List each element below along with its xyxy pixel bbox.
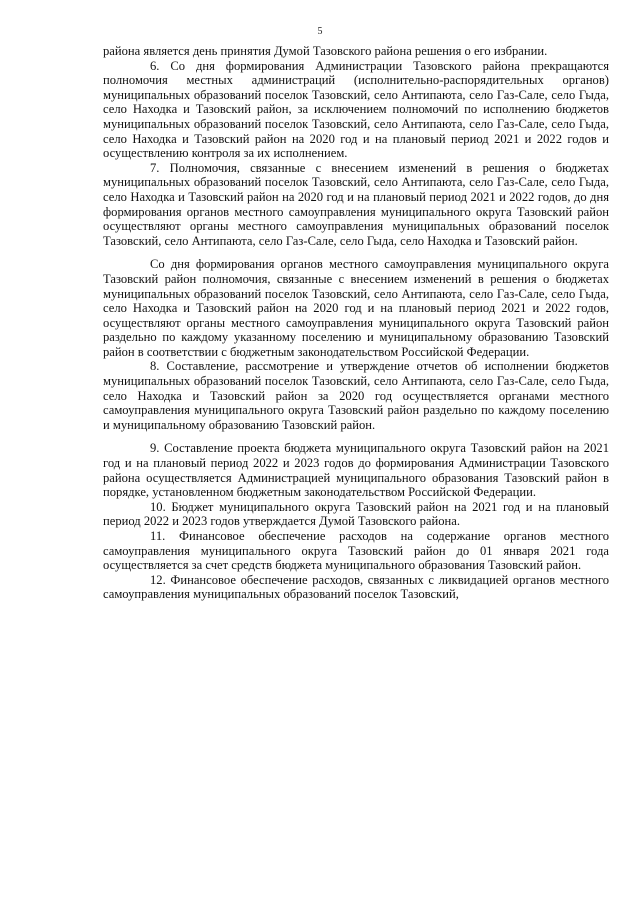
paragraph-10: 10. Бюджет муниципального округа Тазовский район на 2021 год и на плановый период 2022 и 2023 годов утверждается Думой Тазовского района. [103,499,609,529]
paragraph-7-continued: Со дня формирования органов местного самоуправления муниципального округа Тазовский район полномочия, связанные с внесением изменений в решения о бюджетах муниципальных образований поселок Тазовский, село Антипаюта, село Газ-Сале, село Гыда, село Находка и Тазовский район на 2020 год и на плановый период 2021 и 2022 годов, осуществляют органы местного самоуправления муниципального округа Тазовский район раздельно по каждому указанному поселению и муниципальному образованию Тазовский район в соответствии с бюджетным законодательством Российской Федерации. [103,257,609,359]
page-number: 5 [317,26,323,37]
paragraph-9: 9. Составление проекта бюджета муниципального округа Тазовский район на 2021 год и на плановый период 2022 и 2023 годов до формирования Администрации Тазовского района осуществляется Администрацией муниципального образования Тазовский район в порядке, установленном бюджетным законодательством Российской Федерации. [103,441,609,500]
paragraph-11: 11. Финансовое обеспечение расходов на содержание органов местного самоуправления муниципального округа Тазовский район до 01 января 2021 года осуществляется за счет средств бюджета муниципального образования Тазовский район. [103,529,609,573]
paragraph-continuation: района является день принятия Думой Тазовского района решения о его избрании. [103,44,548,58]
paragraph-7: 7. Полномочия, связанные с внесением изменений в решения о бюджетах муниципальных образований поселок Тазовский, село Антипаюта, село Газ-Сале, село Гыда, село Находка и Тазовский район на 2020 год и на плановый период 2021 и 2022 годов, до дня формирования органов местного самоуправления муниципального округа Тазовский район осуществляют органы местного самоуправления муниципальных образований поселок Тазовский, село Антипаюта, село Газ-Сале, село Гыда, село Находка и Тазовский район. [103,160,609,248]
paragraph-12: 12. Финансовое обеспечение расходов, связанных с ликвидацией органов местного самоуправления муниципальных образований поселок Тазовский, [103,572,609,602]
paragraph-8: 8. Составление, рассмотрение и утверждение отчетов об исполнении бюджетов муниципальных образований поселок Тазовский, село Антипаюта, село Газ-Сале, село Гыда, село Находка и Тазовский район за 2020 год осуществляется органами местного самоуправления муниципального округа Тазовский район раздельно по каждому поселению и муниципальному образованию Тазовский район. [103,359,609,432]
document-body [103,44,609,602]
paragraph-6: 6. Со дня формирования Администрации Тазовского района прекращаются полномочия местных администраций (исполнительно-распорядительных органов) муниципальных образований поселок Тазовский, село Антипаюта, село Газ-Сале, село Гыда, село Находка и Тазовский район, за исключением полномочий по исполнению бюджетов муниципальных образований поселок Тазовский, село Антипаюта, село Газ-Сале, село Гыда, село Находка и Тазовский район на 2020 год и на плановый период 2021 и 2022 годов и осуществлению контроля за их исполнением. [103,58,609,161]
